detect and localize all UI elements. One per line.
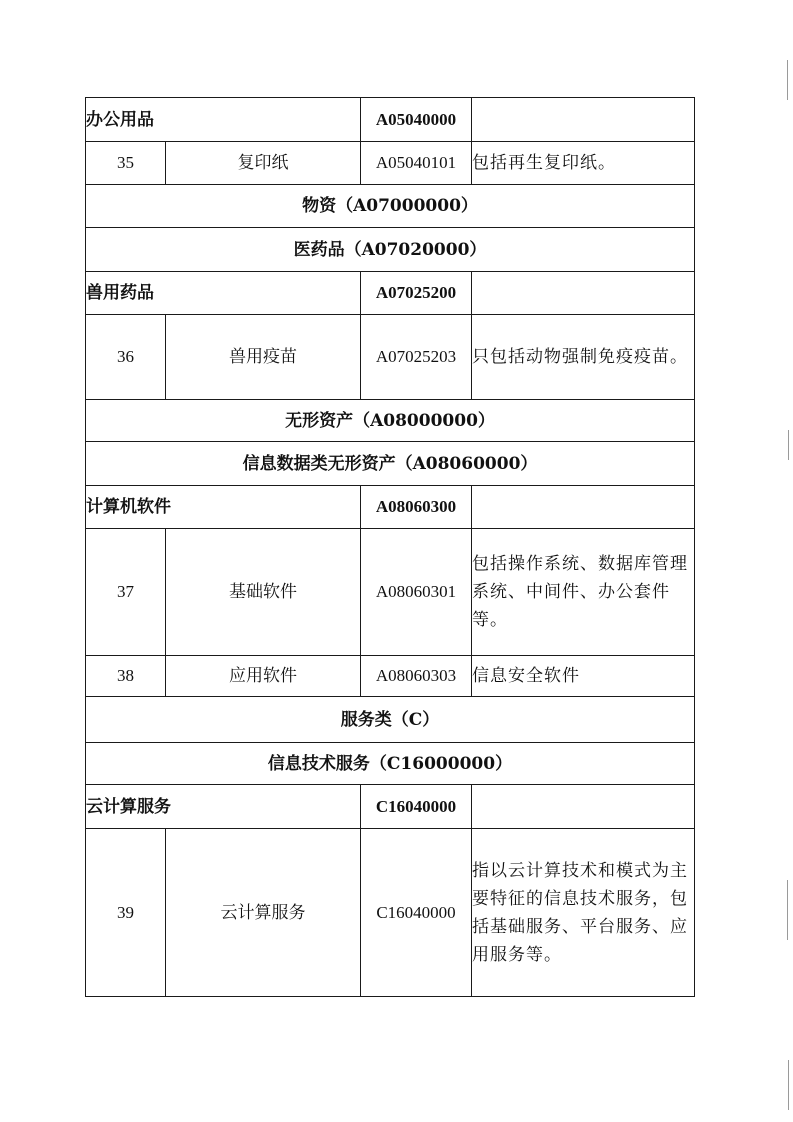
section-title: 信息技术服务（C16000000）	[86, 743, 695, 785]
section-row	[86, 400, 695, 442]
item-code: A05040101	[361, 142, 472, 185]
item-name: 应用软件	[166, 656, 361, 697]
item-code: C16040000	[361, 829, 472, 997]
scan-edge-mark	[788, 1060, 789, 1110]
item-desc: 包括操作系统、数据库管理系统、中间件、办公套件等。	[472, 529, 695, 656]
scan-edge-mark	[788, 430, 789, 460]
group-code: A05040000	[361, 98, 472, 142]
item-number: 36	[86, 315, 166, 400]
group-name: 办公用品	[86, 98, 361, 142]
item-desc: 包括再生复印纸。	[472, 142, 695, 185]
group-row	[86, 486, 695, 529]
section-title: 医药品（A07020000）	[86, 228, 695, 272]
item-row	[86, 315, 695, 400]
item-number: 38	[86, 656, 166, 697]
group-desc	[472, 486, 695, 529]
group-code: A07025200	[361, 272, 472, 315]
item-number: 39	[86, 829, 166, 997]
group-row	[86, 785, 695, 829]
section-row	[86, 185, 695, 228]
group-name: 计算机软件	[86, 486, 361, 529]
section-row	[86, 442, 695, 486]
group-code: C16040000	[361, 785, 472, 829]
item-name: 基础软件	[166, 529, 361, 656]
group-name: 兽用药品	[86, 272, 361, 315]
procurement-catalog-table	[85, 97, 695, 997]
item-number: 37	[86, 529, 166, 656]
item-desc: 指以云计算技术和模式为主要特征的信息技术服务，包括基础服务、平台服务、应用服务等。	[472, 829, 695, 997]
section-row	[86, 228, 695, 272]
section-title: 物资（A07000000）	[86, 185, 695, 228]
group-desc	[472, 98, 695, 142]
scan-edge-mark	[787, 60, 788, 100]
group-desc	[472, 785, 695, 829]
scan-edge-mark	[787, 880, 788, 940]
item-code: A07025203	[361, 315, 472, 400]
item-code: A08060301	[361, 529, 472, 656]
section-title: 服务类（C）	[86, 697, 695, 743]
section-title: 无形资产（A08000000）	[86, 400, 695, 442]
item-row	[86, 529, 695, 656]
group-name: 云计算服务	[86, 785, 361, 829]
item-number: 35	[86, 142, 166, 185]
item-code: A08060303	[361, 656, 472, 697]
item-name: 云计算服务	[166, 829, 361, 997]
item-row	[86, 656, 695, 697]
group-code: A08060300	[361, 486, 472, 529]
item-row	[86, 829, 695, 997]
group-row	[86, 272, 695, 315]
item-name: 复印纸	[166, 142, 361, 185]
item-desc: 只包括动物强制免疫疫苗。	[472, 315, 695, 400]
group-desc	[472, 272, 695, 315]
section-title: 信息数据类无形资产（A08060000）	[86, 442, 695, 486]
section-row	[86, 697, 695, 743]
section-row	[86, 743, 695, 785]
item-row	[86, 142, 695, 185]
group-row	[86, 98, 695, 142]
item-desc: 信息安全软件	[472, 656, 695, 697]
item-name: 兽用疫苗	[166, 315, 361, 400]
